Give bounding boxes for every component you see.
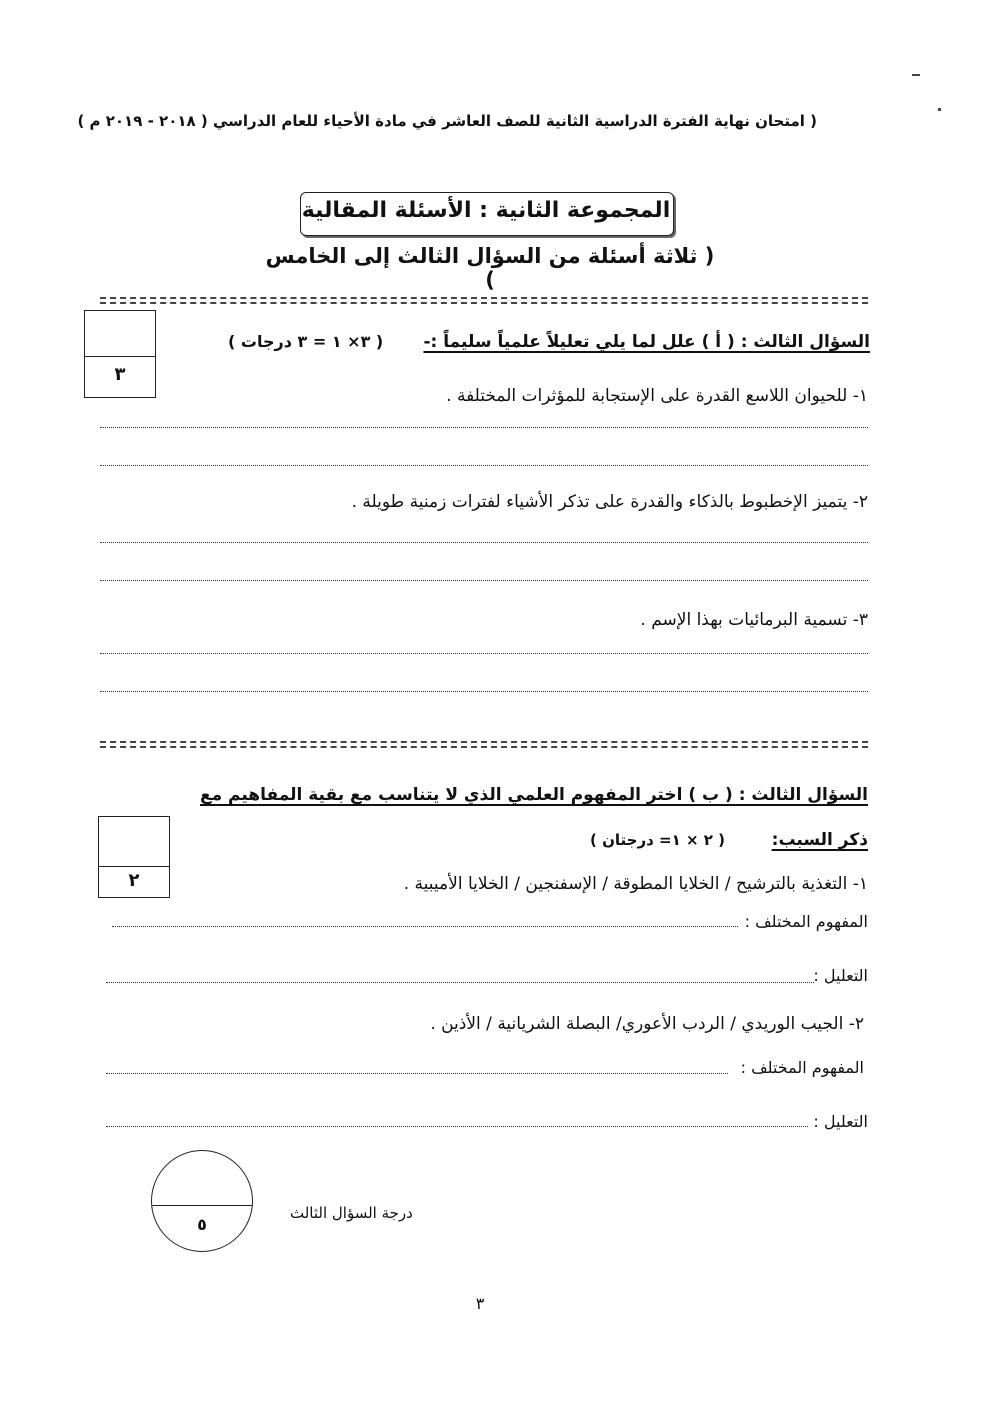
scan-mark [938,108,941,111]
question-3b-label: السؤال الثالث : ( ب ) اختر المفهوم العلمي الذي لا يتناسب مع بقية المفاهيم مع [199,785,868,805]
score-box-divider [98,866,170,867]
question-3b-item-2: ٢- الجيب الوريدي / الردب الأعوري/ البصلة الشريانية / الأذين . [430,1014,864,1034]
separator-top-2 [100,302,868,304]
answer-line[interactable] [106,1073,728,1074]
answer-line[interactable] [100,691,868,692]
group-subtitle: ( ثلاثة أسئلة من السؤال الثالث إلى الخامس ) [265,244,715,292]
page-number: ٣ [475,1294,485,1313]
total-score-value: ٥ [197,1215,207,1234]
question-3b-reason-label: ذكر السبب: [771,830,868,850]
answer-line[interactable] [100,465,868,466]
question-3b-marks: ( ٢ × ١= درجتان ) [590,831,725,849]
group-title: المجموعة الثانية : الأسئلة المقالية [301,198,671,223]
score-q3a: ٣ [114,364,126,385]
score-box-divider [84,356,156,357]
exam-title: ( امتحان نهاية الفترة الدراسية الثانية للصف العاشر في مادة الأحياء للعام الدراسي ( ٢٠١٨ - ٢٠١٩ م ) [77,112,817,130]
answer-line[interactable] [112,926,738,927]
separator-top [100,297,868,299]
answer-line[interactable] [100,653,868,654]
question-3a-item-2: ٢- يتميز الإخطبوط بالذكاء والقدرة على تذكر الأشياء لفترات زمنية طويلة . [351,492,868,512]
separator-middle-2 [100,746,868,748]
question-3a-label: السؤال الثالث : ( أ ) علل لما يلي تعليلاً علمياً سليماً :- [423,332,870,352]
question-3a-item-3: ٣- تسمية البرمائيات بهذا الإسم . [640,610,868,630]
answer-line[interactable] [106,1126,808,1127]
reason-label: التعليل : [813,1112,868,1131]
circle-divider [152,1205,252,1206]
different-concept-label: المفهوم المختلف : [740,1058,864,1077]
different-concept-label: المفهوم المختلف : [744,912,868,931]
answer-line[interactable] [100,542,868,543]
answer-line[interactable] [100,580,868,581]
total-score-circle [151,1150,253,1252]
scan-mark [912,74,920,76]
total-score-label: درجة السؤال الثالث [290,1204,413,1222]
question-3a-marks: ( ٣× ١ = ٣ درجات ) [228,332,384,351]
separator-middle [100,741,868,743]
answer-line[interactable] [100,427,868,428]
score-q3b: ٢ [128,870,140,891]
question-3b-item-1: ١- التغذية بالترشيح / الخلايا المطوقة / الإسفنجين / الخلايا الأميبية . [403,874,868,894]
answer-line[interactable] [106,982,814,983]
question-3a-item-1: ١- للحيوان اللاسع القدرة على الإستجابة للمؤثرات المختلفة . [446,386,868,406]
reason-label: التعليل : [813,966,868,985]
